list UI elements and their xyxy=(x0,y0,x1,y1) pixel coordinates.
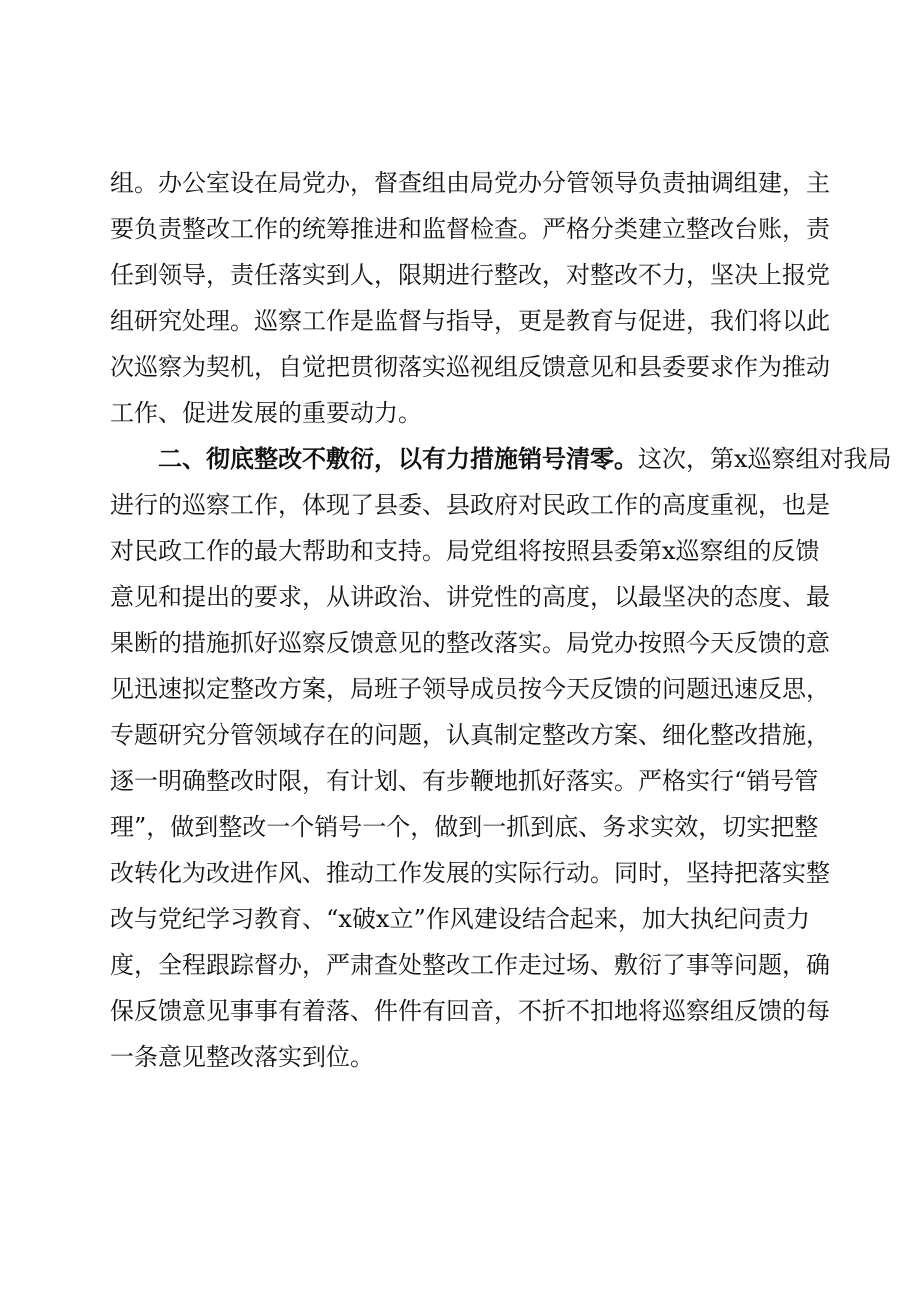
text-line: 一条意见整改落实到位。 xyxy=(110,1043,374,1071)
text-line: 次巡察为契机，自觉把贯彻落实巡视组反馈意见和县委要求作为推动 xyxy=(110,353,830,381)
text-line: 组。办公室设在局党办，督查组由局党办分管领导负责抽调组建，主 xyxy=(110,169,830,197)
text-line: 逐一明确整改时限，有计划、有步鞭地抓好落实。严格实行“销号管 xyxy=(110,767,819,795)
text-line: 见迅速拟定整改方案，局班子领导成员按今天反馈的问题迅速反思， xyxy=(110,675,830,703)
text-line: 改与党纪学习教育、“x破x立”作风建设结合起来，加大执纪问责力 xyxy=(110,905,810,933)
text-line: 组研究处理。巡察工作是监督与指导，更是教育与促进，我们将以此 xyxy=(110,307,830,335)
text-line: 意见和提出的要求，从讲政治、讲党性的高度，以最坚决的态度、最 xyxy=(110,583,830,611)
text-line: 理”，做到整改一个销号一个，做到一抓到底、务求实效，切实把整 xyxy=(110,813,819,841)
document-body xyxy=(110,160,892,1080)
text-line: 度，全程跟踪督办，严肃查处整改工作走过场、敷衍了事等问题，确 xyxy=(110,951,830,979)
paragraph-2 xyxy=(110,436,892,1080)
text-line: 果断的措施抓好巡察反馈意见的整改落实。局党办按照今天反馈的意 xyxy=(110,629,830,657)
text-line: 改转化为改进作风、推动工作发展的实际行动。同时，坚持把落实整 xyxy=(110,859,830,887)
paragraph-1 xyxy=(110,160,830,436)
text-line xyxy=(110,436,892,482)
text-line: 工作、促进发展的重要动力。 xyxy=(110,399,422,427)
text-line: 保反馈意见事事有着落、件件有回音，不折不扣地将巡察组反馈的每 xyxy=(110,997,830,1025)
text-line-tail: 这次，第x巡察组对我局 xyxy=(638,445,892,473)
text-line: 任到领导，责任落实到人，限期进行整改，对整改不力，坚决上报党 xyxy=(110,261,830,289)
text-line: 进行的巡察工作，体现了县委、县政府对民政工作的高度重视，也是 xyxy=(110,491,830,519)
text-line: 要负责整改工作的统筹推进和监督检查。严格分类建立整改台账，责 xyxy=(110,215,830,243)
text-line: 对民政工作的最大帮助和支持。局党组将按照县委第x巡察组的反馈 xyxy=(110,537,820,565)
section-heading: 二、彻底整改不敷衍，以有力措施销号清零。 xyxy=(158,445,638,473)
text-line: 专题研究分管领域存在的问题，认真制定整改方案、细化整改措施， xyxy=(110,721,830,749)
